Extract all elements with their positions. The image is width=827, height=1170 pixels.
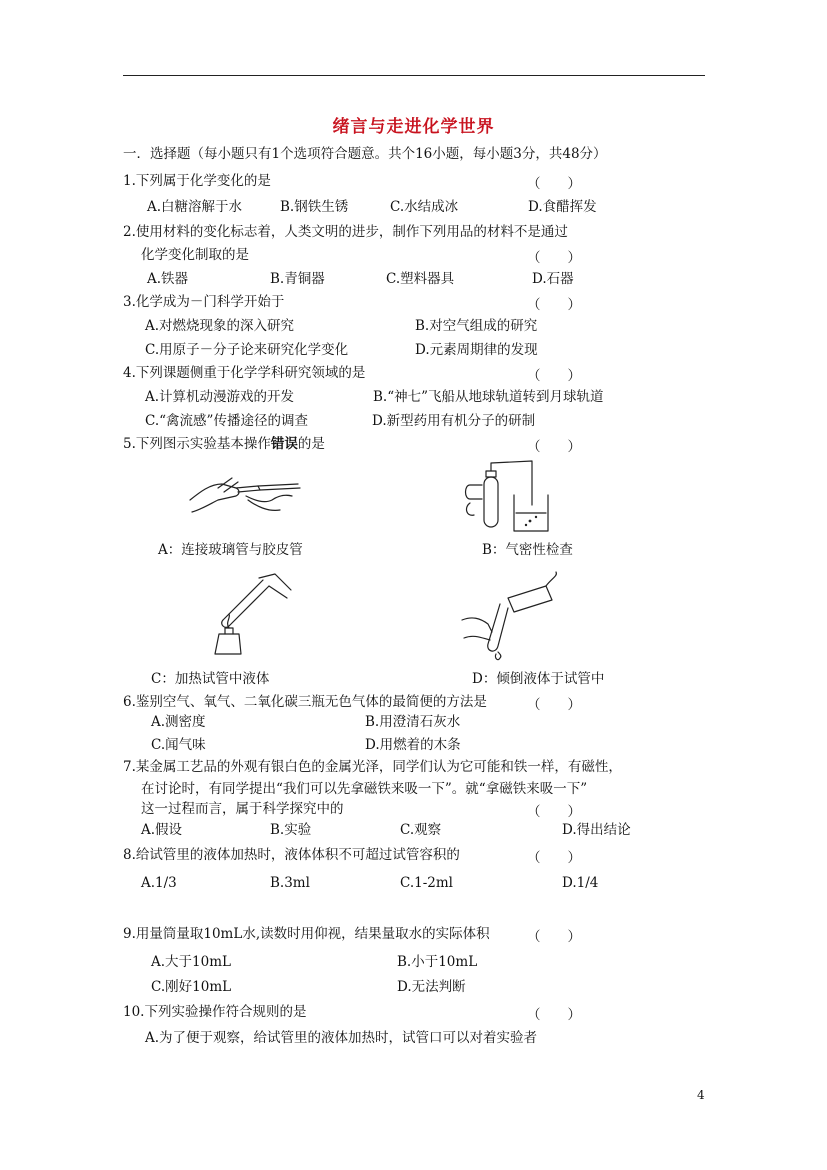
answer-paren: （ ） [527, 176, 581, 192]
answer-paren: （ ） [527, 929, 581, 945]
option: C.用原子－分子论来研究化学变化 [145, 342, 349, 358]
figure-caption-c: C：加热试管中液体 [151, 671, 270, 687]
option: B.3ml [270, 875, 310, 891]
option: B.对空气组成的研究 [415, 318, 538, 334]
answer-paren: （ ） [527, 250, 581, 266]
question-4-stem: 4.下列课题侧重于化学学科研究领域的是 [123, 365, 366, 381]
option: C.1-2ml [400, 875, 453, 891]
figure-caption-b: B：气密性检查 [482, 542, 573, 558]
stem-text: 的是 [297, 436, 325, 452]
figure-caption-a: A：连接玻璃管与胶皮管 [158, 542, 303, 558]
option: C.闻气味 [151, 737, 206, 753]
question-8-stem: 8.给试管里的液体加热时，液体体积不可超过试管容积的 [123, 847, 460, 863]
option: C.刚好10mL [151, 979, 232, 995]
answer-paren: （ ） [527, 439, 581, 455]
option: D.用燃着的木条 [365, 737, 461, 753]
question-10-stem: 10.下列实验操作符合规则的是 [123, 1004, 307, 1020]
question-5-stem [123, 435, 325, 453]
question-3-stem: 3.化学成为－门科学开始于 [123, 294, 285, 310]
option: D.新型药用有机分子的研制 [372, 413, 536, 429]
stem-emphasis: 错误 [270, 436, 298, 452]
question-2-stem: 2.使用材料的变化标志着，人类文明的进步，制作下列用品的材料不是通过 [123, 224, 568, 240]
option: D.食醋挥发 [528, 199, 597, 215]
answer-paren: （ ） [527, 697, 581, 713]
answer-paren: （ ） [527, 297, 581, 313]
option: A.1/3 [141, 875, 177, 891]
option: D.得出结论 [562, 822, 631, 838]
question-9-stem: 9.用量筒量取10mL水,读数时用仰视，结果量取水的实际体积 [123, 926, 490, 942]
option: D.1/4 [562, 875, 599, 891]
option: A.大于10mL [151, 954, 231, 970]
section-heading: 一．选择题（每小题只有1个选项符合题意。共个16小题，每小题3分，共48分） [123, 146, 607, 162]
question-7-stem-cont: 在讨论时，有同学提出“我们可以先拿磁铁来吸一下”。就“拿磁铁来吸一下” [141, 781, 588, 797]
option: B.实验 [270, 822, 312, 838]
header-rule [123, 75, 705, 76]
page-title: 绪言与走进化学世界 [332, 117, 495, 137]
illustration-heating-tube [205, 570, 295, 660]
question-7-stem: 7.某金属工艺品的外观有银白色的金属光泽，同学们认为它可能和铁一样，有磁性， [123, 759, 622, 775]
option: B.“神七”飞船从地球轨道转到月球轨道 [373, 389, 604, 405]
illustration-pouring-liquid [460, 568, 560, 668]
figure-caption-d: D：倾倒液体于试管中 [472, 671, 605, 687]
option: C.观察 [400, 822, 442, 838]
question-1-stem: 1.下列属于化学变化的是 [123, 173, 271, 189]
option: A.铁器 [147, 271, 189, 287]
option: C.塑料器具 [386, 271, 455, 287]
illustration-airtightness-check [462, 455, 552, 535]
answer-paren: （ ） [527, 850, 581, 866]
page-number: 4 [697, 1088, 705, 1102]
answer-paren: （ ） [527, 804, 581, 820]
option: D.石器 [532, 271, 574, 287]
option: D.元素周期律的发现 [415, 342, 538, 358]
option: B.青铜器 [270, 271, 325, 287]
option: A.计算机动漫游戏的开发 [145, 389, 295, 405]
option: B.小于10mL [397, 954, 478, 970]
option: A.假设 [141, 822, 183, 838]
answer-paren: （ ） [527, 1007, 581, 1023]
option: A.为了便于观察，给试管里的液体加热时，试管口可以对着实验者 [145, 1030, 538, 1046]
option: B.用澄清石灰水 [365, 714, 461, 730]
stem-text: 5.下列图示实验基本操作 [123, 436, 271, 452]
illustration-connect-tubes [188, 470, 308, 520]
option: C.水结成冰 [390, 199, 459, 215]
option: A.白糖溶解于水 [147, 199, 243, 215]
answer-paren: （ ） [527, 368, 581, 384]
option: A.测密度 [151, 714, 206, 730]
option: C.“禽流感”传播途径的调查 [145, 413, 308, 429]
option: D.无法判断 [397, 979, 466, 995]
question-6-stem: 6.鉴别空气、氧气、二氧化碳三瓶无色气体的最简便的方法是 [123, 694, 487, 710]
question-2-stem-cont: 化学变化制取的是 [141, 247, 249, 263]
question-7-stem-cont: 这一过程而言，属于科学探究中的 [141, 801, 344, 817]
option: A.对燃烧现象的深入研究 [145, 318, 295, 334]
option: B.钢铁生锈 [280, 199, 349, 215]
